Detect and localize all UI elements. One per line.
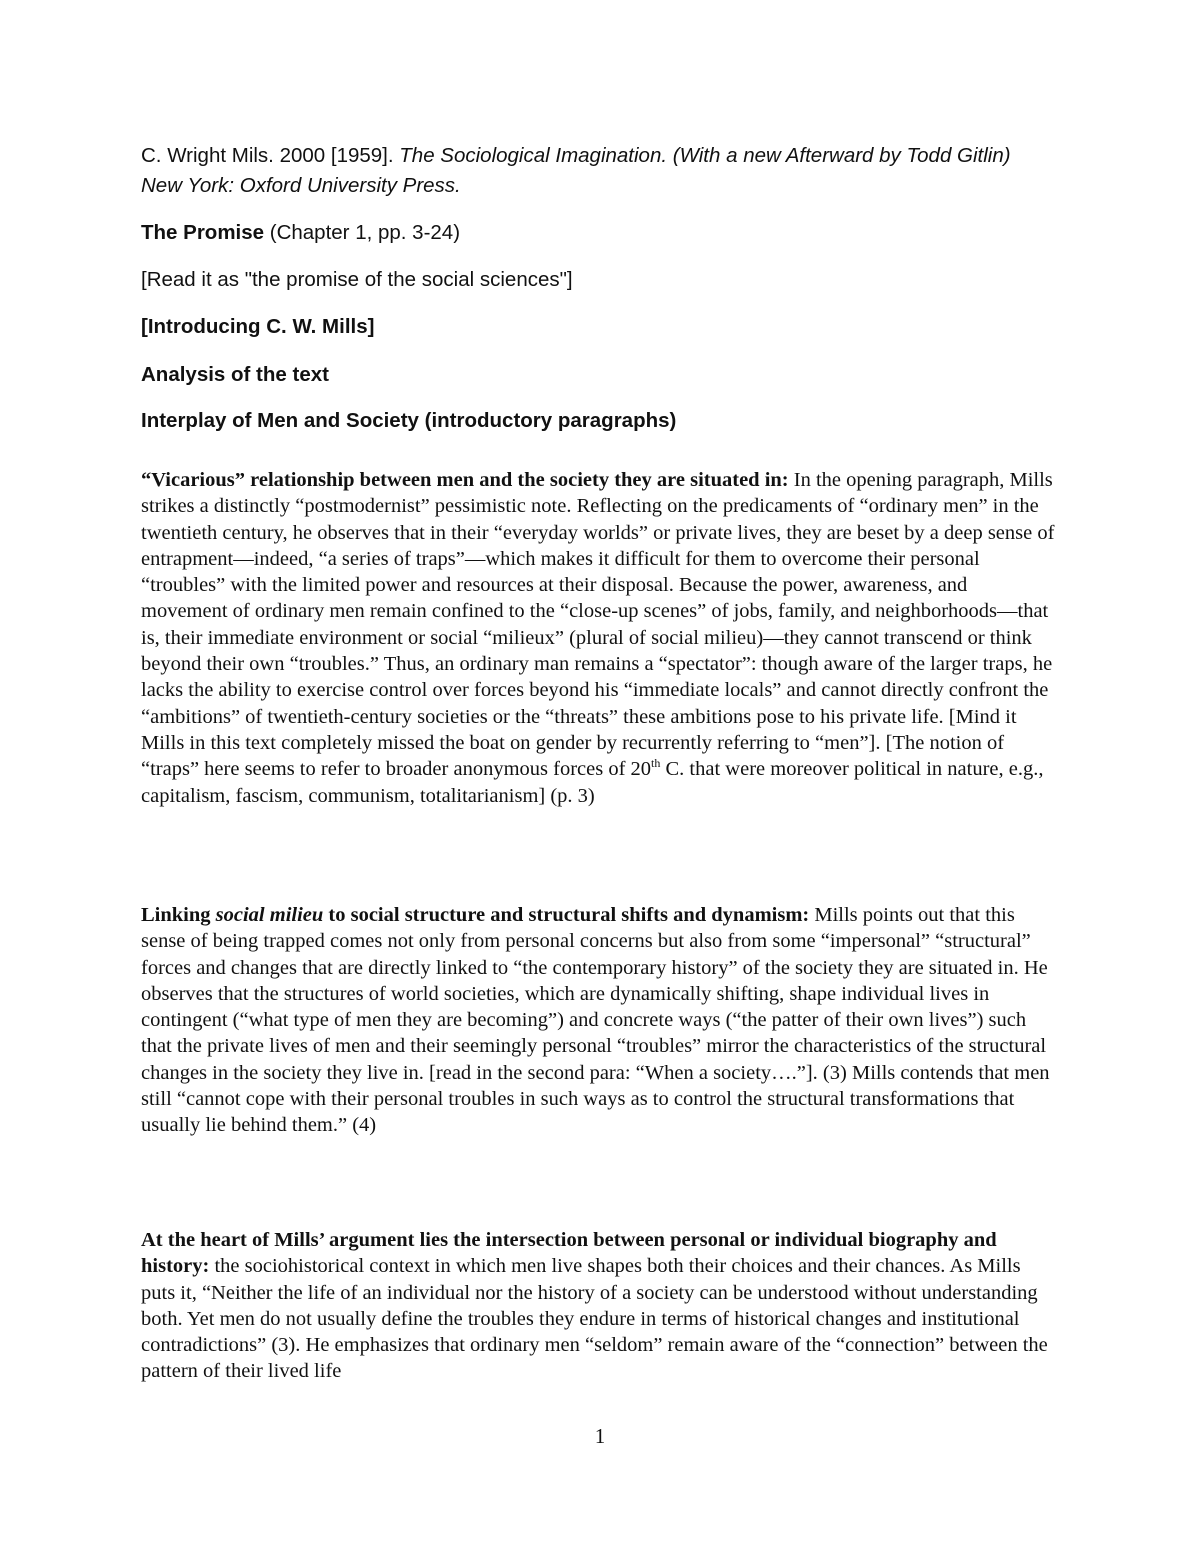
paragraph-vicarious-lead: “Vicarious” relationship between men and the society they are situated in: — [141, 469, 789, 491]
lead-part: Linking — [141, 904, 216, 926]
citation — [141, 141, 1056, 201]
heading-introducing — [141, 312, 1056, 342]
paragraph-linking — [141, 902, 1056, 1139]
citation-title: The Sociological Imagination. (With a new Afterward by Todd Gitlin) New York: Oxford University Press. — [141, 144, 1011, 197]
superscript: th — [651, 756, 661, 771]
lead-emphasis: social milieu — [215, 904, 324, 926]
paragraph-vicarious-body: In the opening paragraph, Mills strikes a distinctly “postmodernist” pessimistic note. Reflecting on the predicaments of “ordinary men” in the twentieth century, he observes that in their “everyday worlds” or private lives, they are beset by a deep sense of entrapment—indeed, “a series of traps”—which makes it difficult for them to overcome their personal “troubles” with the limited power and resources at their disposal. Because the power, awareness, and movement of ordinary men remain confined to the “close-up scenes” of jobs, family, and neighborhoods—that is, their immediate environment or social “milieux” (plural of social milieu)—they cannot transcend or think beyond their own “troubles.” Thus, an ordinary man remains a “spectator”: though aware of the larger traps, he lacks the ability to exercise control over forces beyond his “immediate locals” and cannot directly confront the “ambitions” of twentieth-century societies or the “threats” these ambitions pose to his private life. [Mind it Mills in this text completely missed the boat on gender by recurrently referring to “men”]. [The notion of “traps” here seems to refer to broader anonymous forces of 20 — [141, 469, 1055, 781]
paragraph-vicarious-body-end: C. that were moreover political in nature, e.g., capitalism, fascism, communism, totalitarianism] (p. 3) — [141, 758, 1044, 807]
paragraph-intersection-lead: At the heart of Mills’ argument lies the intersection between personal or individual biography and history: — [141, 1229, 997, 1278]
page-number: 1 — [594, 1424, 606, 1448]
paragraph-linking-lead — [141, 904, 809, 926]
chapter-title: The Promise — [141, 221, 265, 244]
heading-analysis-text: Analysis of the text — [141, 363, 329, 386]
paragraph-vicarious — [141, 467, 1056, 809]
paragraph-intersection-body: the sociohistorical context in which men live shapes both their choices and their chances. As Mills puts it, “Neither the life of an individual nor the history of a society can be understood without understanding both. Yet men do not usually define the troubles they endure in terms of historical changes and institutional contradictions” (3). He emphasizes that ordinary men “seldom” remain aware of the “connection” between the pattern of their lived life — [141, 1255, 1048, 1383]
heading-analysis — [141, 360, 1056, 390]
paragraph-intersection — [141, 1227, 1056, 1385]
reading-note: [Read it as "the promise of the social sciences"] — [141, 268, 573, 291]
paragraph-linking-body: Mills points out that this sense of being trapped comes not only from personal concerns but also from some “impersonal” “structural” forces and changes that are directly linked to “the contemporary history” of the society they are situated in. He observes that the structures of world societies, which are dynamically shifting, shape individual lives in contingent (“what type of men they are becoming”) and concrete ways (“the patter of their own lives”) such that the private lives of men and their seemingly personal “troubles” mirror the characteristics of the structural changes in the society they live in. [read in the second para: “When a society….”]. (3) Mills contends that men still “cannot cope with their personal troubles in such ways as to control the structural transformations that usually lie behind them.” (4) — [141, 904, 1050, 1137]
heading-interplay-text: Interplay of Men and Society (introductory paragraphs) — [141, 409, 677, 432]
citation-author-year: C. Wright Mils. 2000 [1959]. — [141, 144, 400, 167]
chapter-pages: (Chapter 1, pp. 3-24) — [264, 221, 461, 244]
heading-interplay — [141, 406, 1056, 436]
chapter-heading — [141, 218, 1056, 248]
lead-part: to social structure and structural shifts and dynamism: — [323, 904, 810, 926]
heading-introducing-text: [Introducing C. W. Mills] — [141, 315, 375, 338]
